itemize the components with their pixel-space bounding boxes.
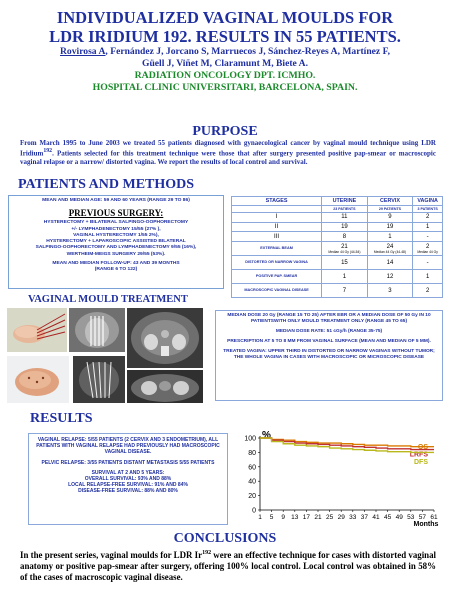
table-cell: 1 [413, 270, 443, 284]
dose-box [215, 310, 443, 401]
table-cell: - [413, 256, 443, 270]
cell-value: 2 [425, 243, 430, 250]
results-paragraph: VAGINAL RELAPSE: 5/55 PATIENTS (2 CERVIX AND 3 ENDOMETRIUM), ALL PATIENTS WITH VAGINAL RELAPSE HAD PREVIOUSLY HAD MACROSCOPIC VAGINAL DISEASE. [36, 437, 220, 456]
dose-paragraph: MEDIAN DOSE 20 Gy (RANGE 15 TO 25) AFTER EBR OR A MEDIAN DOSE OF 50 Gy IN 10 PATIENTSWITH ONLY MOULD TREATMENT ONLY (RANGE 45 TO 65) [227, 313, 431, 324]
title-line-1: INDIVIDUALIZED VAGINAL MOULDS FOR [56, 8, 394, 27]
treatment-heading: VAGINAL MOULD TREATMENT [28, 294, 188, 305]
dose-paragraph: MEDIAN DOSE RATE: 51 cGy/h (RANGE 35-75) [275, 329, 383, 334]
purpose-superscript: 192 [43, 148, 53, 155]
poster-title [8, 8, 442, 46]
table-cell [322, 242, 368, 256]
table-row [232, 222, 443, 232]
authors-rest: , Fernández J, Jorcano S, Marruecos J, Sánchez-Reyes A, Martínez F, [105, 46, 390, 57]
table-cell [413, 242, 443, 256]
table-cell: 11 [322, 213, 368, 223]
y-tick-label: 0 [252, 507, 256, 515]
cell-note: Median 44 Gy (44-54) [328, 249, 361, 254]
title-line-2: LDR IRIDIUM 192. RESULTS IN 55 PATIENTS. [49, 27, 401, 46]
row-label: POSITIVE PAP. SMEAR [232, 270, 322, 284]
surgery-line: HYSTERECTOMY + LAPAROSCOPIC ASSISTED BILATERAL [46, 239, 186, 245]
x-tick-label: 5 [269, 514, 274, 521]
conclusions-text-b: were an effective technique for cases with distorted vaginal anatomy or positive pap-smear after surgery, offering 100% local control. Local control was obtained in 58% of the cases of macroscopic vaginal disease. [20, 549, 436, 582]
table-cell: 19 [367, 222, 413, 232]
table-row [232, 242, 443, 256]
conclusions-text-a: In the present series, vaginal moulds for LDR Ir [20, 549, 203, 560]
conclusions-text [20, 548, 436, 582]
table-cell: 7 [322, 284, 368, 298]
table-cell: 12 [367, 270, 413, 284]
purpose-text-a: From March 1995 to June 2003 we treated 55 patients diagnosed with gynaecological cancer by vaginal mould technique using LDR Iridium [20, 139, 436, 158]
x-tick-label: 57 [418, 514, 427, 521]
cell-note: Median 44 Gy (44-48) [373, 249, 406, 254]
x-tick-label: 41 [372, 514, 380, 521]
dose-paragraph: PRESCRIPTION AT 5 TO 8 MM FROM VAGINAL SURFACE (MEAN AND MEDIAN OF 5 MM). [227, 339, 431, 344]
row-label: DISTORTED OR NARROW VAGINA [232, 256, 322, 270]
y-axis-label: % [262, 430, 271, 441]
x-tick-label: 29 [337, 514, 345, 521]
x-tick-label: 45 [383, 514, 392, 521]
ct-scan-image [127, 308, 203, 368]
table-subheader: 29 PATIENTS [367, 206, 413, 213]
survival-chart-svg [236, 428, 442, 528]
table-cell: 15 [322, 256, 368, 270]
mould-photo [7, 356, 69, 403]
row-label: MACROSCOPIC VAGINAL DISEASE [232, 284, 322, 298]
follow-up-line-1: MEAN AND MEDIAN FOLLOW-UP: 43 AND 39 MONTHS [52, 261, 180, 267]
results-line: OVERALL SURVIVAL: 93% AND 88% [84, 476, 172, 483]
y-tick-label: 20 [248, 493, 256, 501]
x-axis-label: Months [413, 521, 439, 528]
conclusions-heading: CONCLUSIONS [173, 531, 277, 546]
table-subheader [232, 206, 322, 213]
series-label-lrfs: LRFS [409, 451, 428, 459]
purpose-heading: PURPOSE [192, 124, 258, 139]
cell-value: 21 [341, 243, 348, 250]
table-cell: 1 [367, 232, 413, 242]
row-label: EXTERNAL BEAM [232, 242, 322, 256]
table-cell: 1 [413, 222, 443, 232]
table-row [232, 284, 443, 298]
affiliation-line-1: RADIATION ONCOLOGY DPT. ICMHO. [134, 70, 316, 81]
stages-table [231, 196, 443, 298]
follow-up-line-2: (RANGE 6 TO 122) [94, 267, 138, 273]
x-tick-label: 1 [258, 514, 262, 521]
methods-heading: PATIENTS AND METHODS [18, 177, 195, 192]
mean-age: MEAN AND MEDIAN AGE: 59 AND 60 YEARS (RANGE 29 TO 86) [42, 198, 190, 203]
y-tick-label: 100 [244, 435, 256, 443]
results-paragraph: PELVIC RELAPSE: 3/55 PATIENTS DISTANT METASTASIS 5/55 PATIENTS [41, 459, 215, 466]
x-tick-label: 9 [281, 514, 286, 521]
table-cell: 2 [413, 213, 443, 223]
table-cell: 14 [367, 256, 413, 270]
table-row [232, 270, 443, 284]
x-tick-label: 25 [325, 514, 334, 521]
radiograph-image [69, 308, 125, 352]
authors [8, 46, 442, 69]
results-box [28, 433, 228, 525]
table-header: VAGINA [413, 197, 443, 206]
affiliation-line-2: HOSPITAL CLINIC UNIVERSITARI, BARCELONA, SPAIN. [92, 82, 358, 93]
table-cell: 19 [322, 222, 368, 232]
table-cell: 2 [413, 284, 443, 298]
photo-collage [7, 308, 203, 403]
surgery-line: VAGINAL HYSTERECTOMY 1/55 2%), [73, 232, 159, 238]
surgery-line: SALPINGO-OOPHORECTOMY AND LYMPHADENECTOMY 9/55 (16%), [35, 245, 197, 251]
table-cell: I [232, 213, 322, 223]
table-cell: 3 [367, 284, 413, 298]
mould-photo [7, 308, 67, 352]
y-tick-label: 80 [248, 449, 256, 457]
table-cell: - [413, 232, 443, 242]
table-subheader: 23 PATIENTS [322, 206, 368, 213]
cell-value: 24 [386, 243, 394, 250]
survival-chart [236, 428, 442, 528]
table-row [232, 213, 443, 223]
radiograph-image [73, 356, 125, 403]
table-cell: III [232, 232, 322, 242]
x-tick-label: 17 [302, 514, 311, 521]
x-tick-label: 49 [395, 514, 403, 521]
x-tick-label: 53 [407, 514, 415, 521]
results-line: LOCAL RELAPSE-FREE SURVIVAL: 91% AND 84% [68, 482, 188, 489]
x-tick-label: 13 [291, 514, 299, 521]
table-cell: 1 [322, 270, 368, 284]
table-cell [367, 242, 413, 256]
table-cell: II [232, 222, 322, 232]
series-label-os: OS [417, 444, 428, 452]
x-tick-label: 21 [314, 514, 322, 521]
ct-scan-image [127, 370, 203, 403]
x-tick-label: 33 [349, 514, 357, 521]
results-heading: RESULTS [30, 411, 93, 426]
y-tick-label: 60 [248, 464, 256, 472]
y-tick-label: 40 [248, 478, 256, 486]
x-tick-label: 37 [360, 514, 369, 521]
x-tick-label: 61 [430, 514, 438, 521]
first-author: Rovirosa A [60, 46, 106, 57]
results-line: DISEASE-FREE SURVIVAL: 88% AND 80% [78, 488, 178, 495]
table-header: UTERINE [322, 197, 368, 206]
authors-line-2: Güell J, Viñet M, Claramunt M, Biete A. [141, 57, 308, 69]
results-line: SURVIVAL AT 2 AND 5 YEARS: [91, 469, 165, 476]
series-label-dfs: DFS [414, 458, 428, 466]
surgery-line: WERTHEIM-MEIGS SURGERY 29/55 (53%). [66, 251, 166, 257]
table-subheader: 3 PATIENTS [413, 206, 443, 213]
table-cell: 8 [322, 232, 368, 242]
affiliation [8, 70, 442, 94]
table-row [232, 256, 443, 270]
table-header: CERVIX [367, 197, 413, 206]
conclusions-superscript: 192 [202, 550, 212, 556]
surgery-line: HYSTERECTOMY + BILATERAL SALPINGO-OOPHORECTOMY [43, 220, 189, 226]
purpose-text-b: . Patients selected for this treatment technique were those that after surgery presented positive pap-smear or macroscopic vaginal relapse or a narrow/ distorted vagina. We report the results of local control and survival. [20, 149, 436, 167]
dose-paragraph: TREATED VAGINA: UPPER THIRD IN DISTORTED OR NARROW VAGINAS WITHOUT TUMOR; THE WHOLE VAGINA IN CASES WITH MACROSCOPIC OR MICROSCOPIC DISEASE [223, 349, 435, 360]
table-cell: 9 [367, 213, 413, 223]
table-header: STAGES [232, 197, 322, 206]
purpose-text [20, 139, 436, 167]
previous-surgery-label: PREVIOUS SURGERY: [68, 208, 164, 219]
methods-box [8, 195, 224, 289]
surgery-line: +/- LYMPHADENECTOMY 15/55 (27% ), [71, 226, 161, 232]
cell-note: Median 44 Gy [417, 249, 438, 254]
table-row [232, 232, 443, 242]
